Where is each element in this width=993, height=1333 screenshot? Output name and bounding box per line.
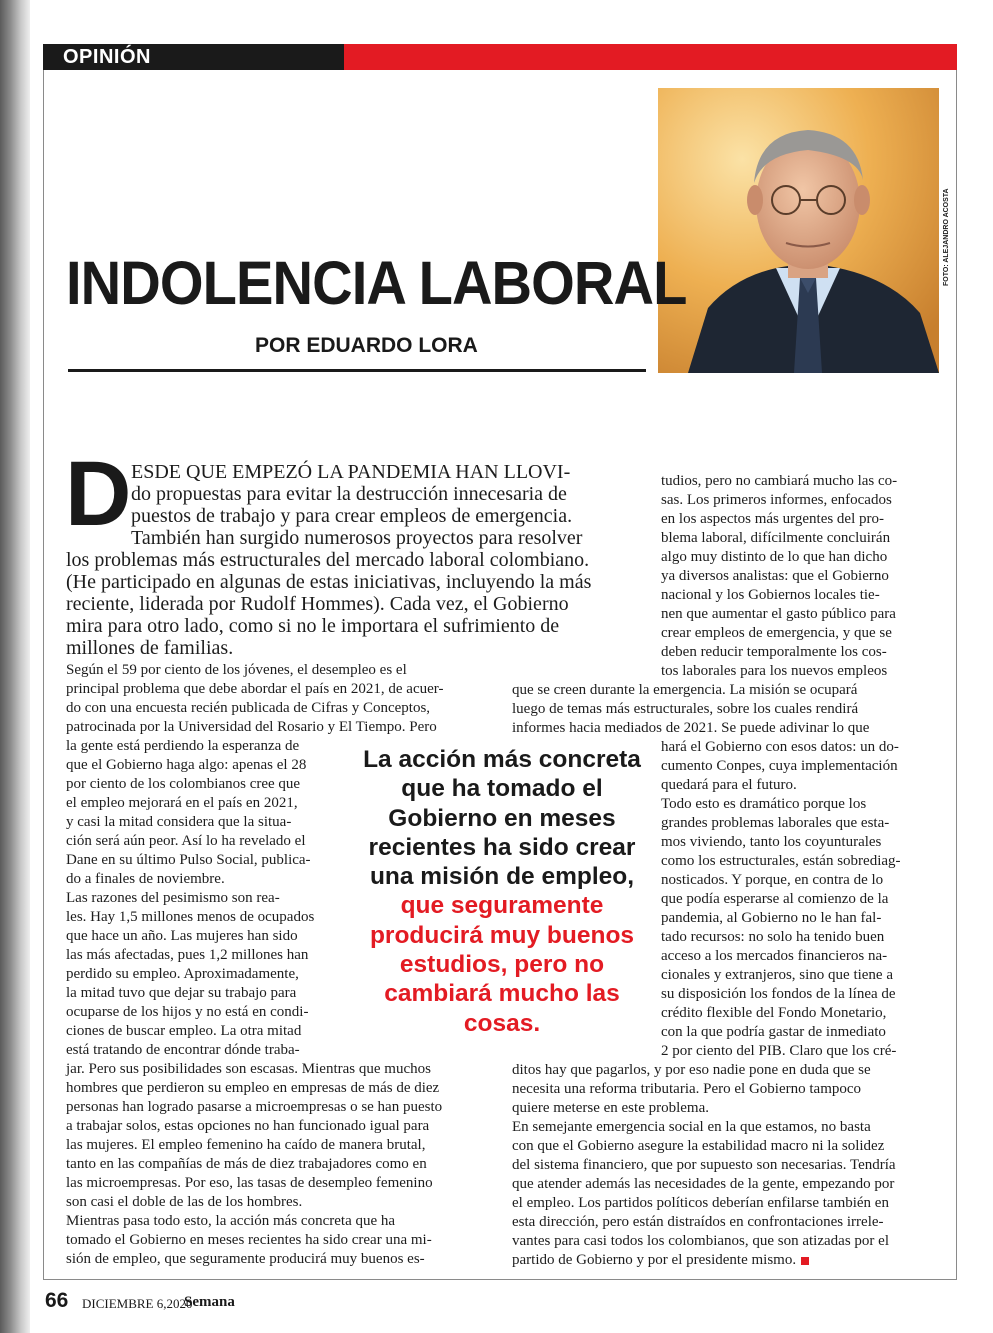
lead-line: los problemas más estructurales del mercado laboral colombiano. <box>66 549 590 571</box>
pull-quote-line: que ha tomado el <box>401 775 603 803</box>
body-line: con que el Gobierno asegure la estabilidad macro ni la solidez <box>512 1138 885 1154</box>
body-line-text: partido de Gobierno y por el presidente mismo. <box>512 1252 797 1268</box>
body-line: quiere meterse en este problema. <box>512 1100 709 1116</box>
body-line: patrocinada por la Universidad del Rosario y El Tiempo. Pero <box>66 719 437 735</box>
article-headline: INDOLENCIA LABORAL <box>66 249 687 317</box>
pull-quote-line: Gobierno en meses <box>388 804 616 832</box>
body-line: que hace un año. Las mujeres han sido <box>66 928 298 944</box>
body-line: grandes problemas laborales que esta- <box>661 815 890 831</box>
body-line: cumento Conpes, cuya implementación <box>661 758 898 774</box>
photo-credit: FOTO: ALEJANDRO ACOSTA <box>943 188 950 286</box>
body-line: En semejante emergencia social en la que estamos, no basta <box>512 1119 871 1135</box>
lead-line: mira para otro lado, como si no le importara el sufrimiento de <box>66 615 560 637</box>
body-line: las microempresas. Por eso, las tasas de desempleo femenino <box>66 1175 433 1191</box>
pull-quote <box>352 745 652 1038</box>
body-line: ocuparse de los hijos y no está en condi- <box>66 1004 309 1020</box>
magazine-name: Semana <box>184 1294 235 1310</box>
body-line: la gente está perdiendo la esperanza de <box>66 738 300 754</box>
body-line: Todo esto es dramático porque los <box>661 796 867 812</box>
body-line: vantes para casi todos los colombianos, que son atizadas por el <box>512 1233 889 1249</box>
body-line: ción será aún peor. Así lo ha revelado el <box>66 833 306 849</box>
body-line: esta dirección, pero están distraídos en confrontaciones irrele- <box>512 1214 884 1230</box>
author-portrait-image <box>658 88 939 373</box>
body-line: necesita una reforma tributaria. Pero el Gobierno tampoco <box>512 1081 862 1097</box>
body-line: tado recursos: no solo ha tenido buen <box>661 929 885 945</box>
lead-line: millones de familias. <box>66 637 234 659</box>
body-line: las mujeres. El empleo femenino ha caído de manera brutal, <box>66 1137 426 1153</box>
body-line: do a finales de noviembre. <box>66 871 225 887</box>
body-line: Mientras pasa todo esto, la acción más concreta que ha <box>66 1213 396 1229</box>
body-line: que el Gobierno haga algo: apenas el 28 <box>66 757 307 773</box>
body-line: está tratando de encontrar dónde traba- <box>66 1042 300 1058</box>
headline-rule <box>68 369 646 372</box>
body-line: algo muy distinto de lo que han dicho <box>661 549 888 565</box>
body-line: Según el 59 por ciento de los jóvenes, el desempleo es el <box>66 662 407 678</box>
body-line: por ciento de los colombianos cree que <box>66 776 301 792</box>
body-line: les. Hay 1,5 millones menos de ocupados <box>66 909 315 925</box>
body-line: crear empleos de emergencia, y que se <box>661 625 892 641</box>
lead-line: do propuestas para evitar la destrucción innecesaria de <box>131 483 567 505</box>
body-line: ciones de buscar empleo. La otra mitad <box>66 1023 302 1039</box>
body-line: son casi el doble de las de los hombres. <box>66 1194 303 1210</box>
body-line: blema laboral, difícilmente concluirán <box>661 530 891 546</box>
lead-line: reciente, liderada por Rudolf Hommes). Cada vez, el Gobierno <box>66 593 569 615</box>
body-line: mos viviendo, tanto los coyunturales <box>661 834 882 850</box>
section-bar <box>43 44 957 70</box>
lead-line: puestos de trabajo y para crear empleos de emergencia. <box>131 505 573 527</box>
body-line: nacional y los Gobiernos locales tie- <box>661 587 880 603</box>
body-line: cionales y extranjeros, sino que tiene a <box>661 967 894 983</box>
body-line: ditos hay que pagarlos, y por eso nadie pone en duda que se <box>512 1062 871 1078</box>
pull-quote-line: una misión de empleo, <box>369 863 635 891</box>
body-line: tomado el Gobierno en meses recientes ha sido crear una mi- <box>66 1232 432 1248</box>
body-line: perdido su empleo. Aproximadamente, <box>66 966 299 982</box>
body-line: quedará para el futuro. <box>661 777 797 793</box>
body-line: sión de empleo, que seguramente producirá muy buenos es- <box>66 1251 425 1267</box>
body-line: acceso a los mercados financieros na- <box>661 948 888 964</box>
body-line: Las razones del pesimismo son rea- <box>66 890 280 906</box>
lead-line: (He participado en algunas de estas iniciativas, incluyendo la más <box>66 571 592 593</box>
body-line: su disposición los fondos de la línea de <box>661 986 896 1002</box>
body-line: hará el Gobierno con esos datos: un do- <box>661 739 899 755</box>
body-line: informes hacia mediados de 2021. Se puede adivinar lo que <box>512 720 870 736</box>
author-photo <box>658 88 939 373</box>
body-line: deben reducir temporalmente los cos- <box>661 644 887 660</box>
body-line: hombres que perdieron su empleo en empresas de más de diez <box>66 1080 440 1096</box>
body-line: nosticados. Y porque, en contra de lo <box>661 872 884 888</box>
pull-quote-line: recientes ha sido crear <box>368 833 636 861</box>
body-line: que se creen durante la emergencia. La misión se ocupará <box>512 682 858 698</box>
body-line: crédito flexible del Fondo Monetario, <box>661 1005 887 1021</box>
section-bar-red <box>344 44 957 70</box>
body-line: do con una encuesta recién publicada de Cifras y Conceptos, <box>66 700 431 716</box>
body-line: a trabajar solos, estas opciones no han funcionado igual para <box>66 1118 430 1134</box>
body-line: pandemia, al Gobierno no le han fal- <box>661 910 882 926</box>
end-mark-icon <box>801 1257 809 1265</box>
body-line: en los aspectos más urgentes del pro- <box>661 511 885 527</box>
body-line: tos laborales para los nuevos empleos <box>661 663 888 679</box>
body-line: como los estructurales, están sobrediag- <box>661 853 901 869</box>
issue-date: DICIEMBRE 6,2020 <box>82 1296 193 1311</box>
pull-quote-line-red: producirá muy buenos <box>369 921 635 949</box>
body-line: nen que aumentar el gasto público para <box>661 606 896 622</box>
body-line: el empleo. Los partidos políticos deberían enfilarse también en <box>512 1195 889 1211</box>
drop-cap: D <box>65 443 132 545</box>
body-line: del sistema financiero, que por supuesto son necesarias. Tendría <box>512 1157 896 1173</box>
pull-quote-line: La acción más concreta <box>363 746 641 773</box>
body-line: que podía esperarse al comienzo de la <box>661 891 889 907</box>
page-number: 66 <box>45 1289 69 1312</box>
body-line: tanto en las compañías de más de diez trabajadores como en <box>66 1156 427 1172</box>
body-line: el empleo mejorará en el país en 2021, <box>66 795 298 811</box>
body-line-last <box>512 1253 809 1268</box>
body-line: tudios, pero no cambiará mucho las co- <box>661 473 898 489</box>
body-line: sas. Los primeros informes, enfocados <box>661 492 892 508</box>
body-line: jar. Pero sus posibilidades son escasas. Mientras que muchos <box>66 1061 431 1077</box>
pull-quote-line-red: cambiará mucho las <box>384 980 620 1008</box>
body-line: personas han logrado pasarse a microempresas o se han puesto <box>66 1099 443 1115</box>
lead-line: ESDE QUE EMPEZÓ LA PANDEMIA HAN LLOVI- <box>131 461 571 483</box>
page-spine-shadow <box>0 0 30 1333</box>
lead-line: También han surgido numerosos proyectos para resolver <box>131 527 583 549</box>
body-line: con la que podría gastar de inmediato <box>661 1024 886 1040</box>
body-line: luego de temas más estructurales, sobre los cuales rendirá <box>512 701 859 717</box>
article-byline: POR EDUARDO LORA <box>255 334 478 357</box>
section-label: OPINIÓN <box>63 46 151 68</box>
body-line: Dane en su último Pulso Social, publica- <box>66 852 311 868</box>
body-line: ya diversos analistas: que el Gobierno <box>661 568 889 584</box>
pull-quote-line-red: estudios, pero no <box>399 951 605 979</box>
body-line: y casi la mitad considera que la situa- <box>66 814 292 830</box>
body-line: la mitad tuvo que dejar su trabajo para <box>66 985 297 1001</box>
body-line: las más afectadas, pues 1,2 millones han <box>66 947 309 963</box>
pull-quote-line-red: que seguramente <box>400 892 604 920</box>
body-line: principal problema que debe abordar el país en 2021, de acuer- <box>66 681 444 697</box>
pull-quote-line-red: cosas. <box>463 1009 541 1037</box>
body-line: 2 por ciento del PIB. Claro que los cré- <box>661 1043 897 1059</box>
body-line: que atender además las necesidades de la gente, empezando por <box>512 1176 895 1192</box>
